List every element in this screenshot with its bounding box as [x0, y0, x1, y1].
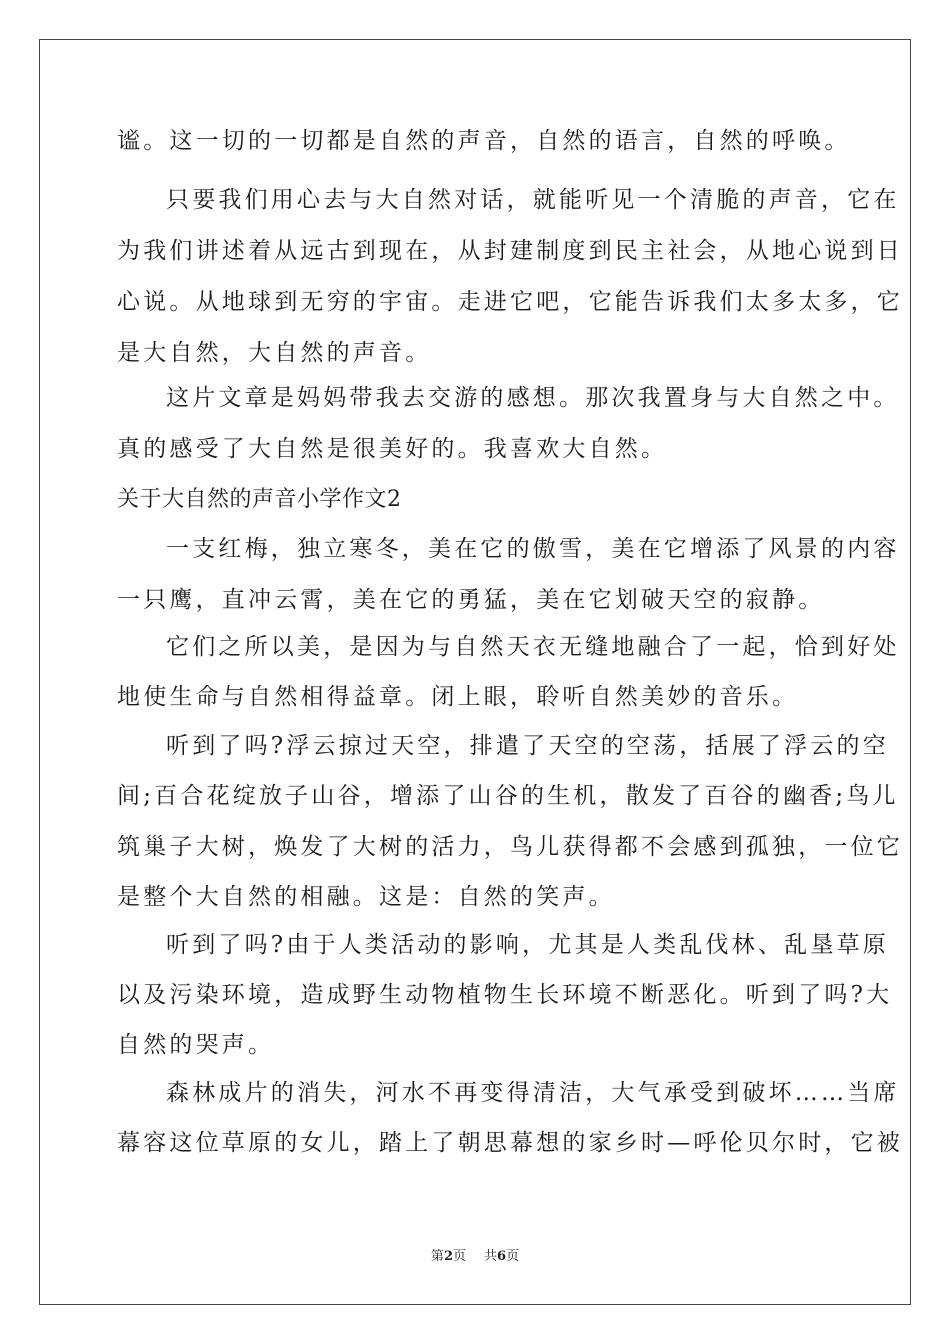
- total-prefix: 共: [484, 1249, 498, 1264]
- text-line: 是大自然，大自然的声音。: [117, 340, 432, 366]
- text-line: 为我们讲述着从远古到现在，从封建制度到民主社会，从地心说到日: [117, 238, 903, 264]
- paragraph-start: 只要我们用心去与大自然对话，就能听见一个清脆的声音，它在: [166, 187, 900, 213]
- text-line: 谧。这一切的一切都是自然的声音，自然的语言，自然的呼唤。: [117, 128, 851, 154]
- paragraph-start: 一支红梅，独立寒冬，美在它的傲雪，美在它增添了风景的内容: [166, 536, 900, 562]
- paragraph-start: 森林成片的消失，河水不再变得清洁，大气承受到破坏……当席: [166, 1080, 900, 1106]
- text-line: 以及污染环境，造成野生动物植物生长环境不断恶化。听到了吗?大: [117, 982, 893, 1008]
- paragraph-start: 听到了吗?由于人类活动的影响，尤其是人类乱伐林、乱垦草原: [166, 932, 889, 958]
- text-line: 心说。从地球到无穷的宇宙。走进它吧，它能告诉我们太多太多，它: [117, 289, 903, 315]
- paragraph-start: 它们之所以美，是因为与自然天衣无缝地融合了一起，恰到好处: [166, 634, 900, 660]
- total-page-count: 6: [497, 1249, 507, 1264]
- text-line: 幕容这位草原的女儿，踏上了朝思幕想的家乡时—呼伦贝尔时，它被: [117, 1130, 903, 1156]
- page-footer: [0, 1248, 950, 1266]
- paragraph-start: 听到了吗?浮云掠过天空，排遣了天空的空荡，括展了浮云的空: [166, 733, 889, 759]
- section-heading: 关于大自然的声音小学作文2: [117, 487, 402, 512]
- text-line: 真的感受了大自然是很美好的。我喜欢大自然。: [117, 436, 668, 462]
- text-line: 地使生命与自然相得益章。闭上眼，聆听自然美妙的音乐。: [117, 684, 799, 710]
- current-page-number: 2: [443, 1249, 453, 1264]
- page-border: [39, 39, 911, 1305]
- text-line: 一只鹰，直冲云霄，美在它的勇猛，美在它划破天空的寂静。: [117, 587, 825, 613]
- paragraph-start: 这片文章是妈妈带我去交游的感想。那次我置身与大自然之中。: [166, 385, 900, 411]
- page-prefix: 第: [430, 1249, 444, 1264]
- text-line: 间;百合花绽放子山谷，增添了山谷的生机，散发了百谷的幽香;鸟儿: [117, 783, 899, 809]
- page-suffix: 页: [452, 1249, 466, 1264]
- text-line: 自然的哭声。: [117, 1032, 275, 1058]
- text-line: 筑巢子大树，焕发了大树的活力，鸟儿获得都不会感到孤独，一位它: [117, 834, 903, 860]
- text-line: 是整个大自然的相融。这是：自然的笑声。: [117, 884, 615, 910]
- total-suffix: 页: [506, 1249, 520, 1264]
